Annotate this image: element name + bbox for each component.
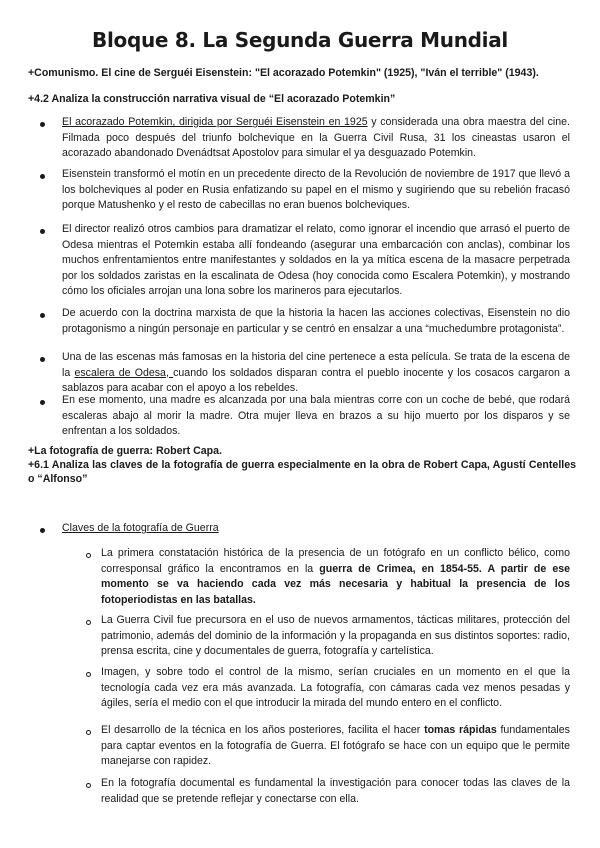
bullet-dot [40,357,45,362]
bullet-escena [62,350,570,397]
sub-bullet-crimea [101,546,570,608]
sub-bullet-text: La primera constatación histórica de la presencia de un fotógrafo en un conflicto bélico, como corresponsal gráfico la encontramos en la [101,547,570,575]
bullet-dot [40,528,45,533]
sub-bullet-circle [86,553,91,558]
sub-bullet-text: El desarrollo de la técnica en los años posteriores, facilita el hacer [101,724,425,736]
sub-bullet-bold: tomas rápidas [424,724,497,736]
sub-bullet-circle [86,783,91,788]
sub-bullet-tecnica [101,723,570,770]
sub-bullet-guerra-civil: La Guerra Civil fue precursora en el uso de nuevos armamentos, tácticas militares, protección del patrimonio, además del dominio de la información y la propaganda en sus distintos soportes: radio, prensa escrita, cine y documentales de guerra, fotografía y cartelística. [101,614,570,657]
bullet-dot [40,313,45,318]
heading-comunismo: +Comunismo. El cine de Serguéi Eisenstein: "El acorazado Potemkin" (1925), "Iván el terrible" (1943). [28,67,539,79]
sub-bullet-circle [86,730,91,735]
page-title: Bloque 8. La Segunda Guerra Mundial [92,28,508,52]
sub-bullet-imagen: Imagen, y sobre todo el control de la mismo, serían cruciales en un momento en el que la tecnología cada vez era más avanzada. La fotografía, con cámaras cada vez menos pesadas y ágiles, sería el medio con el que introducir la mirada del mundo entero en el conflicto. [101,666,570,709]
heading-fotografia-guerra: +La fotografía de guerra: Robert Capa. [28,445,222,457]
bullet-claves [62,521,570,537]
bullet-potemkin-intro [62,115,570,162]
bullet-motin: Eisenstein transformó el motín en un precedente directo de la Revolución de noviembre de 1917 que llevó a los bolcheviques al poder en Rusia enfatizando su papel en el mismo y sugiriendo que su rebelión fracasó porque Matushenko y el resto de cabecillas no eran buenos bolcheviques. [62,168,570,211]
heading-4-2: +4.2 Analiza la construcción narrativa visual de “El acorazado Potemkin” [28,93,396,105]
bullet-dot [40,229,45,234]
bullet-cambios: El director realizó otros cambios para dramatizar el relato, como ignorar el incendio que arrasó el puerto de Odesa mientras el Potemkin estaba allí fondeando (asegurar una embarcación con anclas), combinar los muchos enfrentamientos entre manifestantes y soldados en la ya mítica escena de la masacre perpetrada por los soldados zaristas en la escalinata de Odesa (hoy conocida como Escalera Potemkin), y mostrando cómo los oficiales arrojan una lona sobre los marineros para ejecutarlos. [62,223,570,297]
potemkin-link[interactable]: El acorazado Potemkin, dirigida por Serguéi Eisenstein en 1925 [62,116,368,128]
sub-bullet-text: fundamentales para captar eventos en la fotografía de Guerra. El fotógrafo se hace con un equipo que le permite manejarse con rapidez. [101,724,570,767]
sub-bullet-circle [86,672,91,677]
sub-bullet-bold: guerra de Crimea, en 1854-55. A partir de ese momento se va haciendo cada vez más necesaria y habitual la presencia de los fotoperiodistas en las batallas. [101,562,570,606]
bullet-text: y considerada una obra maestra del cine. Filmada poco después del triunfo bolchevique en la Guerra Civil Rusa, 31 los cineastas usaron el acorazado abandonado Dvenádtsat Apostolov para simular el ya desguazado Potemkin. [62,116,571,159]
bullet-dot [40,122,45,127]
bullet-dot [40,174,45,179]
sub-bullet-documental: En la fotografía documental es fundamental la investigación para conocer todas las claves de la realidad que se pretende reflejar y conectarse con ella. [101,777,570,805]
escalera-odesa-link[interactable]: escalera de Odesa, [74,366,174,379]
heading-6-1: +6.1 Analiza las claves de la fotografía de guerra especialmente en la obra de Robert Capa, Agustí Centelles o “Alfonso” [28,459,576,485]
sub-bullet-circle [86,620,91,625]
bullet-text: Una de las escenas más famosas en la historia del cine pertenece a esta película. Se trata de la escena de la [62,351,570,379]
bullet-madre: En ese momento, una madre es alcanzada por una bala mientras corre con un coche de bebé, que rodará escaleras abajo al morir la madre. Otra mujer lleva en brazos a su hijo muerto por los disparos y se enfrentan a los soldados. [62,394,570,437]
bullet-doctrina: De acuerdo con la doctrina marxista de que la historia la hacen las acciones colectivas, Eisenstein no dio protagonismo a ningún personaje en particular y se centró en ensalzar a una “muchedumbre protagonista”. [62,307,570,335]
bullet-dot [40,400,45,405]
bullet-text: cuando los soldados disparan contra el pueblo inocente y los cosacos cargaron a sablazos para acabar con el apoyo a los rebeldes. [62,366,570,394]
claves-link[interactable]: Claves de la fotografía de Guerra [62,522,219,534]
